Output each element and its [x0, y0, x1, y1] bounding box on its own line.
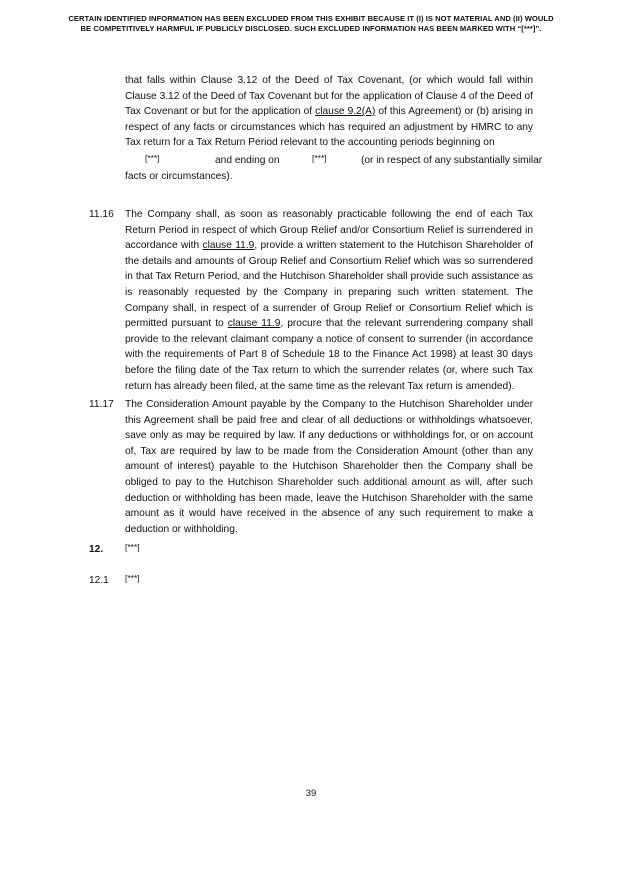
continuation-text-3: (or in respect of any substantially similar [361, 154, 543, 166]
continuation-paragraph [125, 73, 543, 184]
clause-number-12-1: 12.1 [89, 575, 109, 586]
continuation-text-1: that falls within Clause 3.12 of the Deed of Tax Covenant, (or which would fall within Clause 3.12 of the Deed of Tax Covenant but for the application of Clause 4 of the Deed of Tax Covenant or but for the application of [125, 75, 533, 118]
continuation-text-4: facts or circumstances). [125, 170, 233, 182]
continuation-mid-text: and ending on [215, 154, 280, 166]
clause-12-1-redacted: [***] [125, 573, 140, 583]
clause-number-11-16: 11.16 [89, 209, 114, 220]
clause-11-9-link[interactable]: clause 11.9 [227, 318, 281, 330]
page-number: 39 [305, 788, 317, 799]
clause-11-16-paragraph [125, 207, 533, 394]
clause-9-2a-link[interactable]: clause 9.2(A) [315, 106, 376, 118]
clause-11-16-text-1: The Company shall, as soon as reasonably practicable following the end of each Tax Return Period in respect of which Group Relief and/or Consortium Relief is surrendered in accordance with [125, 209, 533, 252]
clause-11-16-text-2: , provide a written statement to the Hutchison Shareholder of the details and amounts of Group Relief and Consortium Relief which was so surrendered in that Tax Return Period, and the Hutchison Shareholder shall provide such assistance as is reasonably requested by the Company in preparing such written statement. The Company shall, in respect of a surrender of Group Relief or Consortium Relief which is permitted pursuant to [125, 240, 533, 330]
continuation-redaction-line [125, 151, 543, 169]
clause-11-16-text-3: , procure that the relevant surrendering company shall provide to the relevant claimant company a notice of consent to surrender (in accordance with the requirements of Part 8 of Schedule 18 to the Finance Act 1998) at least 30 days before the filing date of the Tax return to which the surrender relates (or, where such Tax return has already been filed, at the same time as the relevant Tax return is amended). [125, 318, 533, 392]
redacted-marker: [***] [312, 152, 327, 163]
clause-number-11-17: 11.17 [89, 399, 114, 410]
clause-11-9-link[interactable]: clause 11.9 [202, 240, 255, 252]
clause-number-12: 12. [89, 544, 104, 555]
clause-11-17-paragraph: The Consideration Amount payable by the Company to the Hutchison Shareholder under this Agreement shall be paid free and clear of all deductions or withholdings whatsoever, save only as may be required by law. If any deductions or withholdings for, or on account of, Tax are required by law to be made from the Consideration Amount (other than any amount of interest) payable to the Hutchison Shareholder then the Company shall be obliged to pay to the Hutchison Shareholder such additional amount as will, after such deduction or withholding has been made, leave the Hutchison Shareholder with the same amount as it would have received in the absence of any such requirement to make a deduction or withholding. [125, 399, 533, 535]
continuation-text-2: of this Agreement) or (b) arising in respect of any facts or circumstances which has required an adjustment by HMRC to any Tax return for a Tax Return Period relevant to the accounting periods beginning on [125, 106, 533, 149]
notice-line-1: CERTAIN IDENTIFIED INFORMATION HAS BEEN EXCLUDED FROM THIS EXHIBIT BECAUSE IT (I) IS NOT MATERIAL AND (II) WOULD [68, 14, 554, 23]
notice-line-2: BE COMPETITIVELY HARMFUL IF PUBLICLY DISCLOSED. SUCH EXCLUDED INFORMATION HAS BEEN MARKED WITH “[***]”. [80, 24, 542, 33]
exhibit-redaction-notice [28, 14, 594, 34]
clause-12-redacted: [***] [125, 542, 140, 552]
redacted-marker: [***] [145, 152, 160, 163]
